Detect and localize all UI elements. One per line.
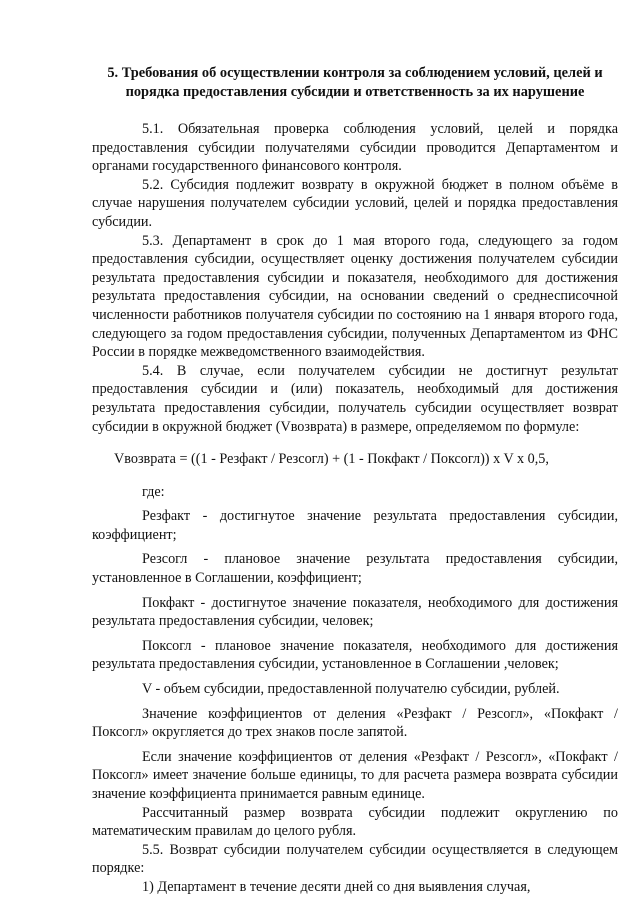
definition-v: V - объем субсидии, предоставленной получателю субсидии, рублей.: [142, 681, 560, 698]
note-ruble-rounding: Рассчитанный размер возврата субсидии подлежит округлению по математическим правилам до целого рубля.: [92, 804, 618, 840]
note-rounding: Значение коэффициентов от деления «Резфакт / Резсогл», «Покфакт / Поксогл» округляется до трех знаков после запятой.: [92, 705, 618, 741]
paragraph-5-4: 5.4. В случае, если получателем субсидии не достигнут результат предоставления субсидии и (или) показатель, необходимый для достижения результата предоставления субсидии, получатель субсидии осуществляет возврат субсидии в окружной бюджет (Vвозврата) в размере, определяемом по формуле:: [92, 362, 618, 435]
paragraph-5-5-item-1: 1) Департамент в течение десяти дней со дня выявления случая,: [142, 878, 531, 895]
paragraph-5-3: 5.3. Департамент в срок до 1 мая второго года, следующего за годом предоставления субсидии, осуществляет оценку достижения получателем субсидии результата предоставления субсидии и показателя, необходимого для достижения результата предоставления субсидии, на основании сведений о среднесписочной численности работников получателя субсидии по состоянию на 1 января второго года, следующего за годом предоставления субсидии, полученных Департаментом из ФНС России в порядке межведомственного взаимодействия.: [92, 232, 618, 361]
definition-rezfakt: Резфакт - достигнутое значение результата предоставления субсидии, коэффициент;: [92, 508, 618, 543]
where-label: где:: [142, 483, 165, 500]
definition-poksogl: Поксогл - плановое значение показателя, необходимого для достижения результата предоставления субсидии, установленное в Соглашении ,человек;: [92, 637, 618, 673]
refund-formula: Vвозврата = ((1 - Резфакт / Резсогл) + (1 - Покфакт / Поксогл)) x V x 0,5,: [114, 451, 549, 468]
paragraph-5-2: 5.2. Субсидия подлежит возврату в окружной бюджет в полном объёме в случае нарушения получателем субсидии условий, целей и порядка предоставления субсидии.: [92, 176, 618, 230]
section-heading: 5. Требования об осуществлении контроля за соблюдением условий, целей и порядка предоставления субсидии и ответственность за их нарушение: [107, 65, 603, 100]
definition-rezsogl: Резсогл - плановое значение результата предоставления субсидии, установленное в Соглашении, коэффициент;: [92, 551, 618, 587]
paragraph-5-5: 5.5. Возврат субсидии получателем субсидии осуществляется в следующем порядке:: [92, 841, 618, 877]
paragraph-5-1: 5.1. Обязательная проверка соблюдения условий, целей и порядка предоставления субсидии получателями субсидии проводится Департаментом и органами государственного финансового контроля.: [92, 121, 618, 175]
document-body: [92, 120, 618, 897]
note-coefficient-cap: Если значение коэффициентов от деления «Резфакт / Резсогл», «Покфакт / Поксогл» имеет значение больше единицы, то для расчета размера возврата субсидии значение коэффициента принимается равным единице.: [92, 748, 618, 802]
definition-pokfakt: Покфакт - достигнутое значение показателя, необходимого для достижения результата предоставления субсидии, человек;: [92, 594, 618, 630]
